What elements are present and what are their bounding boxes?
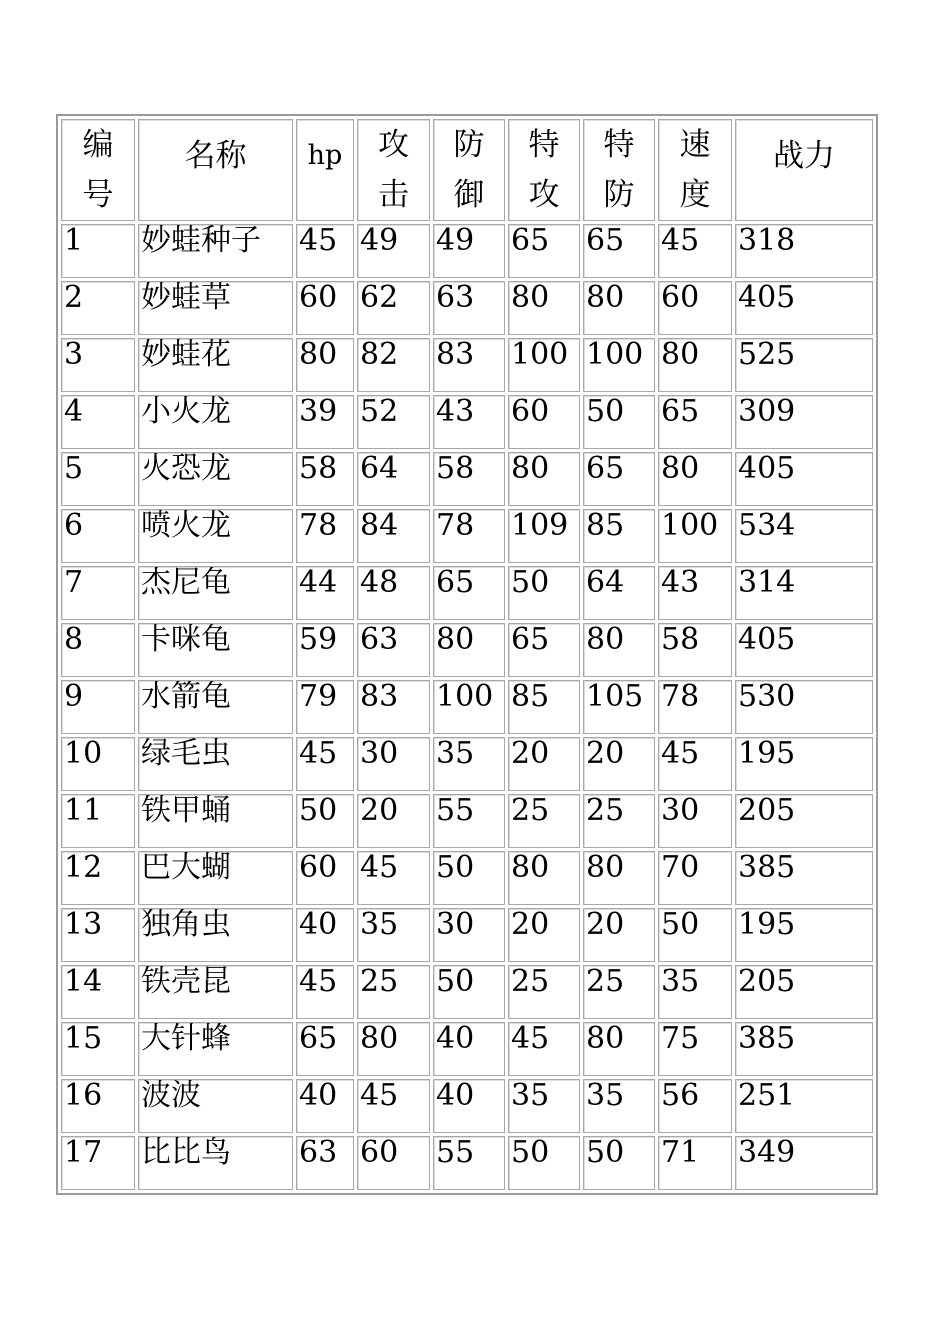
cell-attack: 48 (357, 566, 430, 620)
cell-id: 7 (61, 566, 135, 620)
column-header-text: 御 (453, 177, 485, 213)
cell-power: 385 (735, 1022, 873, 1076)
cell-sp-defense: 80 (583, 281, 655, 335)
cell-sp-attack: 50 (508, 566, 580, 620)
cell-name: 喷火龙 (138, 509, 293, 563)
column-header-hp (296, 119, 354, 221)
cell-name: 巴大蝴 (138, 851, 293, 905)
cell-sp-defense: 80 (583, 1022, 655, 1076)
cell-defense: 55 (433, 1136, 505, 1190)
cell-name: 铁甲蛹 (138, 794, 293, 848)
cell-hp: 78 (296, 509, 354, 563)
cell-id: 3 (61, 338, 135, 392)
cell-speed: 45 (658, 737, 732, 791)
cell-id: 11 (61, 794, 135, 848)
cell-sp-attack: 35 (508, 1079, 580, 1133)
cell-sp-attack: 100 (508, 338, 580, 392)
column-header-text: 号 (82, 177, 114, 213)
cell-defense: 43 (433, 395, 505, 449)
cell-sp-defense: 65 (583, 452, 655, 506)
table-row (61, 1022, 873, 1076)
cell-power: 349 (735, 1136, 873, 1190)
cell-power: 205 (735, 965, 873, 1019)
column-header-text: hp (307, 140, 343, 171)
cell-id: 8 (61, 623, 135, 677)
cell-hp: 59 (296, 623, 354, 677)
cell-speed: 80 (658, 338, 732, 392)
cell-name: 妙蛙种子 (138, 224, 293, 278)
cell-attack: 64 (357, 452, 430, 506)
cell-sp-attack: 60 (508, 395, 580, 449)
cell-defense: 49 (433, 224, 505, 278)
cell-speed: 78 (658, 680, 732, 734)
cell-power: 534 (735, 509, 873, 563)
cell-sp-defense: 20 (583, 737, 655, 791)
cell-sp-attack: 65 (508, 224, 580, 278)
cell-defense: 50 (433, 851, 505, 905)
table-row (61, 224, 873, 278)
cell-defense: 65 (433, 566, 505, 620)
cell-sp-attack: 85 (508, 680, 580, 734)
cell-id: 9 (61, 680, 135, 734)
cell-defense: 30 (433, 908, 505, 962)
table-row (61, 794, 873, 848)
cell-speed: 65 (658, 395, 732, 449)
table-row (61, 737, 873, 791)
cell-sp-defense: 80 (583, 851, 655, 905)
cell-attack: 30 (357, 737, 430, 791)
cell-speed: 80 (658, 452, 732, 506)
cell-id: 1 (61, 224, 135, 278)
table-row (61, 338, 873, 392)
cell-name: 大针蜂 (138, 1022, 293, 1076)
cell-power: 314 (735, 566, 873, 620)
cell-attack: 63 (357, 623, 430, 677)
cell-sp-defense: 100 (583, 338, 655, 392)
cell-hp: 60 (296, 281, 354, 335)
table-row (61, 452, 873, 506)
column-header-text: 特 (528, 127, 560, 163)
cell-sp-attack: 25 (508, 965, 580, 1019)
cell-defense: 40 (433, 1022, 505, 1076)
cell-speed: 58 (658, 623, 732, 677)
cell-defense: 63 (433, 281, 505, 335)
cell-id: 16 (61, 1079, 135, 1133)
cell-id: 12 (61, 851, 135, 905)
cell-hp: 39 (296, 395, 354, 449)
table-row (61, 509, 873, 563)
cell-speed: 60 (658, 281, 732, 335)
cell-hp: 79 (296, 680, 354, 734)
cell-defense: 58 (433, 452, 505, 506)
cell-attack: 84 (357, 509, 430, 563)
column-header-text: 名称 (184, 138, 247, 174)
cell-speed: 100 (658, 509, 732, 563)
cell-defense: 83 (433, 338, 505, 392)
table-row (61, 680, 873, 734)
cell-power: 309 (735, 395, 873, 449)
cell-speed: 43 (658, 566, 732, 620)
cell-attack: 35 (357, 908, 430, 962)
cell-hp: 45 (296, 965, 354, 1019)
table-row (61, 281, 873, 335)
column-header-text: 防 (603, 177, 635, 213)
cell-speed: 45 (658, 224, 732, 278)
cell-name: 小火龙 (138, 395, 293, 449)
column-header-text: 编 (82, 127, 114, 163)
cell-defense: 55 (433, 794, 505, 848)
cell-id: 10 (61, 737, 135, 791)
cell-attack: 60 (357, 1136, 430, 1190)
cell-id: 5 (61, 452, 135, 506)
cell-sp-attack: 20 (508, 737, 580, 791)
cell-power: 405 (735, 623, 873, 677)
table-row (61, 1079, 873, 1133)
cell-name: 妙蛙花 (138, 338, 293, 392)
cell-name: 杰尼龟 (138, 566, 293, 620)
column-header-id (61, 119, 135, 221)
column-header-power (735, 119, 873, 221)
cell-hp: 45 (296, 737, 354, 791)
cell-id: 4 (61, 395, 135, 449)
cell-id: 17 (61, 1136, 135, 1190)
cell-speed: 50 (658, 908, 732, 962)
cell-power: 405 (735, 452, 873, 506)
table-row (61, 851, 873, 905)
cell-name: 水箭龟 (138, 680, 293, 734)
cell-hp: 50 (296, 794, 354, 848)
header-row (61, 119, 873, 221)
cell-attack: 45 (357, 1079, 430, 1133)
cell-attack: 80 (357, 1022, 430, 1076)
column-header-sp-defense (583, 119, 655, 221)
cell-sp-defense: 50 (583, 1136, 655, 1190)
cell-hp: 40 (296, 908, 354, 962)
cell-attack: 82 (357, 338, 430, 392)
cell-speed: 70 (658, 851, 732, 905)
column-header-text: 战力 (773, 138, 835, 174)
cell-name: 火恐龙 (138, 452, 293, 506)
cell-sp-defense: 35 (583, 1079, 655, 1133)
cell-attack: 83 (357, 680, 430, 734)
cell-hp: 45 (296, 224, 354, 278)
column-header-text: 度 (679, 177, 711, 213)
cell-attack: 49 (357, 224, 430, 278)
cell-id: 13 (61, 908, 135, 962)
cell-speed: 30 (658, 794, 732, 848)
cell-name: 卡咪龟 (138, 623, 293, 677)
cell-id: 2 (61, 281, 135, 335)
cell-power: 525 (735, 338, 873, 392)
column-header-text: 防 (453, 127, 485, 163)
cell-hp: 44 (296, 566, 354, 620)
cell-hp: 80 (296, 338, 354, 392)
cell-sp-defense: 25 (583, 965, 655, 1019)
cell-sp-attack: 65 (508, 623, 580, 677)
cell-name: 铁壳昆 (138, 965, 293, 1019)
cell-speed: 35 (658, 965, 732, 1019)
cell-hp: 40 (296, 1079, 354, 1133)
cell-name: 波波 (138, 1079, 293, 1133)
pokemon-stats-table (56, 114, 878, 1195)
cell-attack: 25 (357, 965, 430, 1019)
cell-attack: 45 (357, 851, 430, 905)
cell-hp: 63 (296, 1136, 354, 1190)
cell-name: 比比鸟 (138, 1136, 293, 1190)
cell-sp-attack: 109 (508, 509, 580, 563)
cell-speed: 75 (658, 1022, 732, 1076)
cell-defense: 100 (433, 680, 505, 734)
table-row (61, 623, 873, 677)
column-header-text: 攻 (378, 127, 409, 163)
cell-id: 14 (61, 965, 135, 1019)
cell-sp-attack: 25 (508, 794, 580, 848)
column-header-text: 攻 (528, 177, 560, 213)
table-header (61, 119, 873, 221)
table-row (61, 1136, 873, 1190)
cell-defense: 78 (433, 509, 505, 563)
column-header-defense (433, 119, 505, 221)
cell-name: 独角虫 (138, 908, 293, 962)
cell-sp-defense: 80 (583, 623, 655, 677)
cell-power: 251 (735, 1079, 873, 1133)
cell-speed: 71 (658, 1136, 732, 1190)
column-header-text: 速 (679, 127, 711, 163)
cell-sp-attack: 80 (508, 452, 580, 506)
column-header-speed (658, 119, 732, 221)
cell-sp-attack: 80 (508, 851, 580, 905)
table-body (61, 224, 873, 1190)
column-header-text: 特 (603, 127, 635, 163)
cell-hp: 60 (296, 851, 354, 905)
cell-sp-defense: 105 (583, 680, 655, 734)
cell-attack: 20 (357, 794, 430, 848)
cell-power: 318 (735, 224, 873, 278)
table-row (61, 965, 873, 1019)
cell-name: 绿毛虫 (138, 737, 293, 791)
cell-name: 妙蛙草 (138, 281, 293, 335)
cell-sp-defense: 85 (583, 509, 655, 563)
cell-power: 205 (735, 794, 873, 848)
cell-sp-defense: 65 (583, 224, 655, 278)
cell-power: 195 (735, 737, 873, 791)
cell-attack: 52 (357, 395, 430, 449)
cell-power: 195 (735, 908, 873, 962)
cell-hp: 58 (296, 452, 354, 506)
cell-sp-attack: 20 (508, 908, 580, 962)
column-header-attack (357, 119, 430, 221)
cell-defense: 50 (433, 965, 505, 1019)
cell-id: 6 (61, 509, 135, 563)
table-row (61, 908, 873, 962)
cell-power: 385 (735, 851, 873, 905)
cell-speed: 56 (658, 1079, 732, 1133)
cell-sp-defense: 64 (583, 566, 655, 620)
column-header-text: 击 (378, 177, 409, 213)
cell-sp-attack: 45 (508, 1022, 580, 1076)
cell-sp-defense: 20 (583, 908, 655, 962)
cell-defense: 80 (433, 623, 505, 677)
cell-id: 15 (61, 1022, 135, 1076)
cell-attack: 62 (357, 281, 430, 335)
cell-defense: 40 (433, 1079, 505, 1133)
table-row (61, 566, 873, 620)
cell-defense: 35 (433, 737, 505, 791)
cell-power: 530 (735, 680, 873, 734)
cell-sp-attack: 80 (508, 281, 580, 335)
column-header-sp-attack (508, 119, 580, 221)
cell-sp-defense: 25 (583, 794, 655, 848)
cell-sp-attack: 50 (508, 1136, 580, 1190)
cell-sp-defense: 50 (583, 395, 655, 449)
cell-power: 405 (735, 281, 873, 335)
column-header-name (138, 119, 293, 221)
table-row (61, 395, 873, 449)
cell-hp: 65 (296, 1022, 354, 1076)
